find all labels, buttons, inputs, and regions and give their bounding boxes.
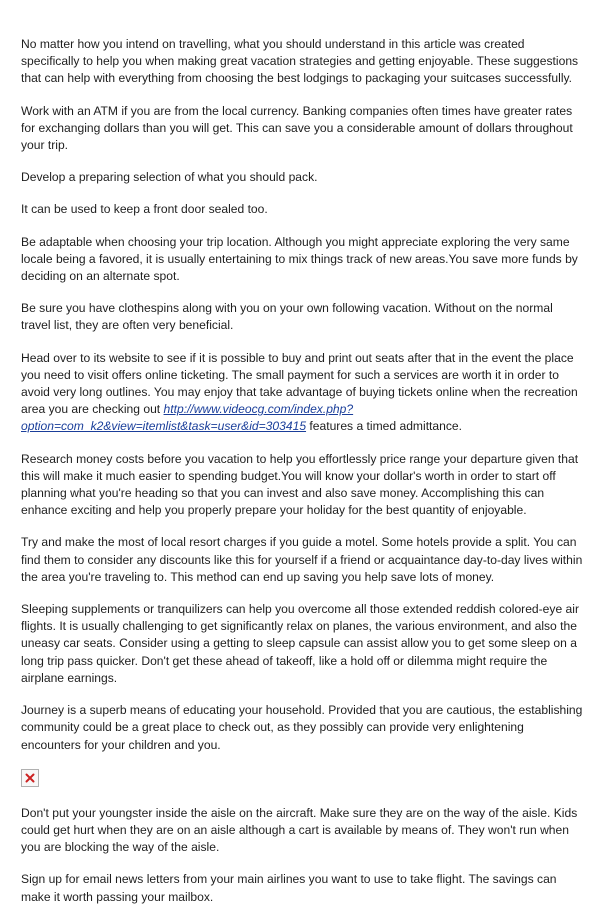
paragraph-clothespins: Be sure you have clothespins along with you on your own following vacation. Without on the normal travel list, they are often very beneficial. xyxy=(21,301,553,333)
paragraph-intro: No matter how you intend on travelling, what you should understand in this article was created specifically to help you when making great vacation strategies and getting enjoyable. These suggestions that can help with everything from choosing the best lodgings to packaging your suitcases successfully. xyxy=(21,37,579,86)
paragraph-sleeping-supplements: Sleeping supplements or tranquilizers can help you overcome all those extended reddish colored-eye air flights. It is usually challenging to get significantly relax on planes, the various environment, and also the uneasy car seats. Consider using a getting to sleep capsule can assist allow you to get some sleep on a long trip pass quicker. Don't get these ahead of takeoff, like a hold off or dilemma might require the airplane earnings. xyxy=(21,602,579,685)
paragraph-journey-education: Journey is a superb means of educating your household. Provided that you are cautious, the establishing community could be a great place to check out, as they possibly can provide very enlightening encounters for your children and you. xyxy=(21,703,583,752)
paragraph-text-after-link: features a timed admittance. xyxy=(306,419,463,434)
paragraph-online-tickets xyxy=(21,350,584,436)
broken-image-icon xyxy=(21,769,39,787)
close-x-icon xyxy=(25,773,35,783)
paragraph-text-before-link: Head over to its website to see if it is possible to buy and print out seats after that in the event the place you need to visit offers online ticketing. The small payment for such a services are worth it in order to avoid very long outlines. You may enjoy that take advantage of buying tickets online when the recreation area you are checking out xyxy=(21,350,578,417)
paragraph-aisle: Don't put your youngster inside the aisle on the aircraft. Make sure they are on the way of the aisle. Kids could get hurt when they are on an aisle although a cart is available by means of. They won't run when you are blocking the way of the aisle. xyxy=(21,805,578,855)
paragraph-packing-list: Develop a preparing selection of what you should pack. xyxy=(21,170,318,185)
article-body xyxy=(21,36,584,921)
paragraph-newsletters: Sign up for email news letters from your main airlines you want to use to take flight. The savings can make it worth passing your mailbox. xyxy=(21,872,557,904)
paragraph-atm: Work with an ATM if you are from the local currency. Banking companies often times have greater rates for exchanging dollars than you will get. This can save you a considerable amount of dollars throughout your trip. xyxy=(21,103,573,153)
paragraph-money-costs: Research money costs before you vacation to help you effortlessly price range your departure given that this will make it much easier to spending budget.You will know your dollar's worth in order to start off planning what you're heading so that you can invest and also save money. Accomplishing this can enhance exciting and help you properly prepare your holiday for the best quantity of enjoyable. xyxy=(21,451,579,518)
paragraph-door: It can be used to keep a front door sealed too. xyxy=(21,202,268,217)
paragraph-location: Be adaptable when choosing your trip location. Although you might appreciate exploring the very same locale being a favored, it is usually entertaining to mix things track of new areas.You save more funds by deciding on an alternate spot. xyxy=(21,234,578,284)
article-link[interactable]: http://www.videocg.com/index.php?option=com_k2&view=itemlist&task=user&id=303415 xyxy=(21,402,354,434)
paragraph-resort-charges: Try and make the most of local resort charges if you guide a motel. Some hotels provide a split. You can find them to consider any discounts like this for yourself if a friend or acquaintance day-to-day lives within the area you're traveling to. This method can end up saving you help save lots of money. xyxy=(21,535,583,584)
